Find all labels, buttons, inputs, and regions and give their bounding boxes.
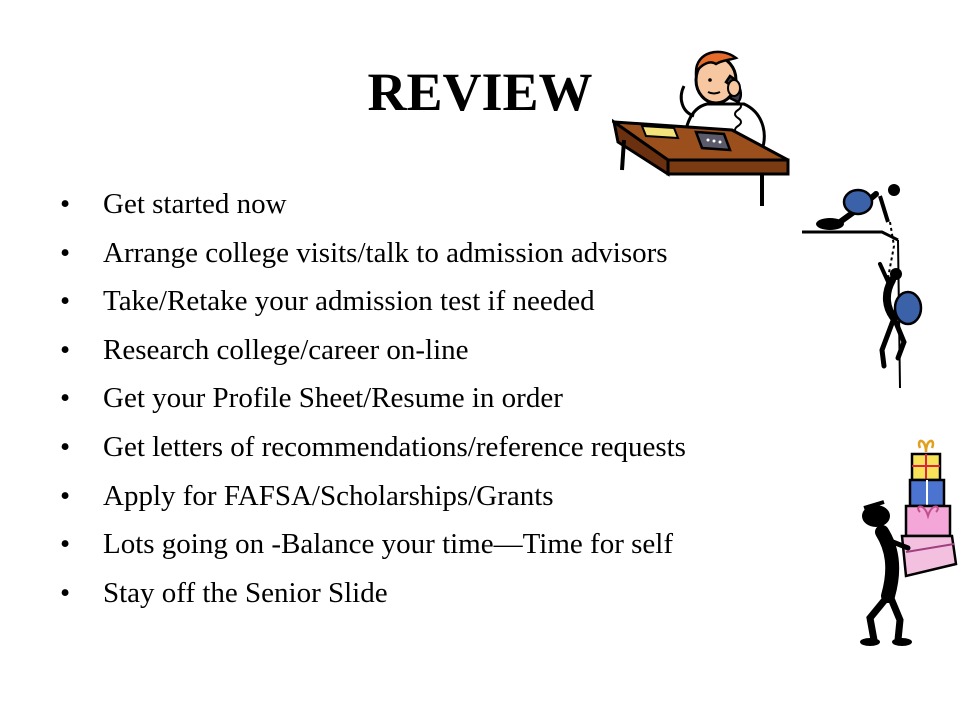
bullet-text: Apply for FAFSA/Scholarships/Grants [103, 479, 554, 512]
bullet-dot: • [60, 285, 71, 318]
list-item [60, 374, 686, 423]
man-on-phone-at-desk-svg [612, 42, 792, 210]
list-item [60, 277, 686, 326]
bullet-list [60, 180, 686, 617]
list-item [60, 326, 686, 375]
list-item [60, 472, 686, 521]
bullet-text: Stay off the Senior Slide [103, 576, 388, 609]
bullet-dot: • [60, 479, 71, 512]
bullet-text: Research college/career on-line [103, 333, 469, 366]
man-on-phone-at-desk-icon [612, 42, 792, 210]
page-title: REVIEW [367, 62, 593, 122]
bullet-dot: • [60, 382, 71, 415]
bullet-dot: • [60, 528, 71, 561]
person-carrying-gifts-svg [852, 436, 958, 648]
bullet-text: Arrange college visits/talk to admission advisors [103, 236, 668, 269]
bullet-dot: • [60, 236, 71, 269]
list-item [60, 569, 686, 618]
bullet-text: Lots going on -Balance your time—Time for self [103, 528, 673, 561]
list-item [60, 520, 686, 569]
bullet-dot: • [60, 188, 71, 220]
bullet-dot: • [60, 333, 71, 366]
bullet-text: Get letters of recommendations/reference requests [103, 430, 686, 463]
bullet-dot: • [60, 430, 71, 463]
list-item [60, 180, 686, 229]
list-item [60, 423, 686, 472]
rock-climber-svg [800, 182, 930, 390]
list-item [60, 229, 686, 278]
rock-climber-icon [800, 182, 930, 390]
person-carrying-gifts-icon [852, 436, 958, 648]
bullet-text: Get your Profile Sheet/Resume in order [103, 382, 563, 415]
bullet-text: Get started now [103, 188, 287, 220]
bullet-dot: • [60, 576, 71, 609]
bullet-text: Take/Retake your admission test if needed [103, 285, 595, 318]
